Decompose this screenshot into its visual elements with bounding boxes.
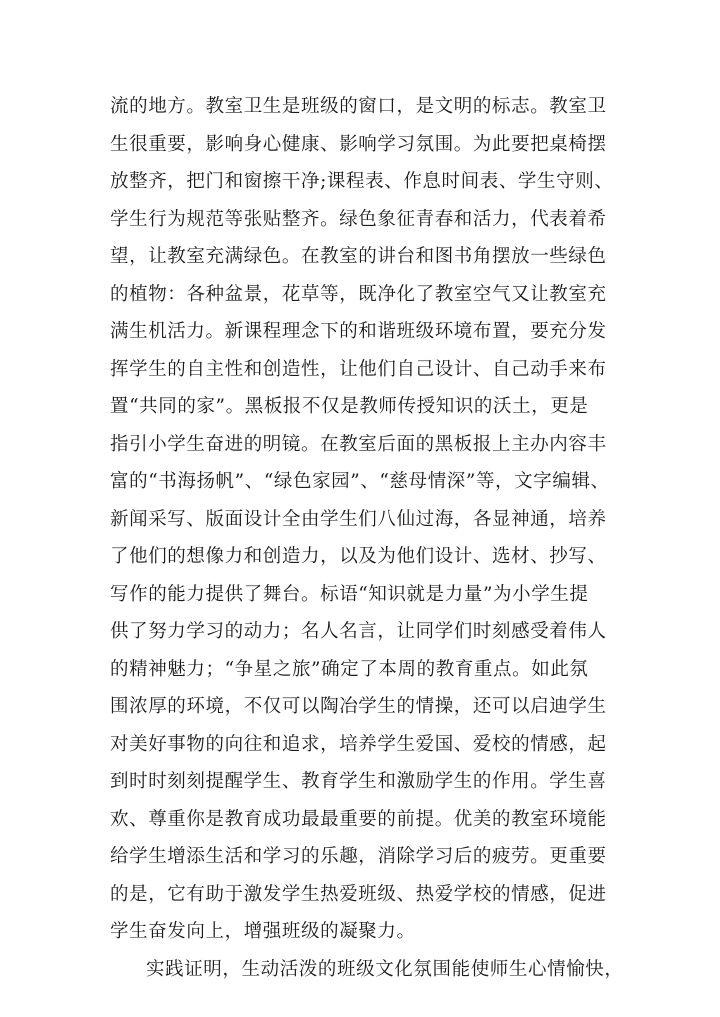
text-line: 置“共同的家”。黑板报不仅是教师传授知识的沃土，更是 bbox=[110, 396, 589, 417]
text-line: 围浓厚的环境，不仅可以陶冶学生的情操，还可以启迪学生 bbox=[110, 696, 607, 717]
text-line: 的是，它有助于激发学生热爱班级、热爱学校的情感，促进 bbox=[110, 883, 607, 905]
text-line: 满生机活力。新课程理念下的和谐班级环境布置，要充分发 bbox=[110, 321, 607, 342]
text-line: 学生奋发向上，增强班级的凝聚力。 bbox=[110, 921, 416, 942]
text-line: 到时时刻刻提醒学生、教育学生和激励学生的作用。学生喜 bbox=[110, 771, 607, 792]
text-line: 生很重要，影响身心健康、影响学习氛围。为此要把桌椅摆 bbox=[110, 133, 607, 155]
text-line: 望，让教室充满绿色。在教室的讲台和图书角摆放一些绿色 bbox=[110, 246, 607, 267]
text-line: 供了努力学习的动力；名人名言，让同学们时刻感受着伟人 bbox=[110, 621, 607, 642]
text-line: 的精神魅力；“争星之旅”确定了本周的教育重点。如此氛 bbox=[110, 658, 589, 680]
text-line: 了他们的想像力和创造力，以及为他们设计、选材、抄写、 bbox=[110, 546, 607, 567]
text-line: 欢、尊重你是教育成功最最重要的前提。优美的教室环境能 bbox=[110, 808, 607, 830]
text-line: 写作的能力提供了舞台。标语“知识就是力量”为小学生提 bbox=[110, 583, 589, 605]
text-line: 放整齐，把门和窗擦干净;课程表、作息时间表、学生守则、 bbox=[110, 171, 614, 192]
body-text bbox=[110, 88, 624, 988]
text-line: 的植物：各种盆景，花草等，既净化了教室空气又让教室充 bbox=[110, 283, 607, 305]
paragraph-first-line: 实践证明，生动活泼的班级文化氛围能使师生心情愉快， bbox=[146, 958, 624, 980]
text-line: 指引小学生奋进的明镜。在教室后面的黑板报上主办内容丰 bbox=[110, 433, 607, 455]
text-line: 对美好事物的向往和追求，培养学生爱国、爱校的情感，起 bbox=[110, 733, 607, 755]
text-line: 新闻采写、版面设计全由学生们八仙过海，各显神通，培养 bbox=[110, 508, 607, 530]
text-line: 学生行为规范等张贴整齐。绿色象征青春和活力，代表着希 bbox=[110, 208, 607, 230]
text-line: 流的地方。教室卫生是班级的窗口，是文明的标志。教室卫 bbox=[110, 96, 607, 117]
text-line: 给学生增添生活和学习的乐趣，消除学习后的疲劳。更重要 bbox=[110, 846, 607, 867]
text-line: 挥学生的自主性和创造性，让他们自己设计、自己动手来布 bbox=[110, 358, 607, 380]
text-line: 富的“书海扬帆”、“绿色家园”、“慈母情深”等，文字编辑、 bbox=[110, 471, 610, 492]
